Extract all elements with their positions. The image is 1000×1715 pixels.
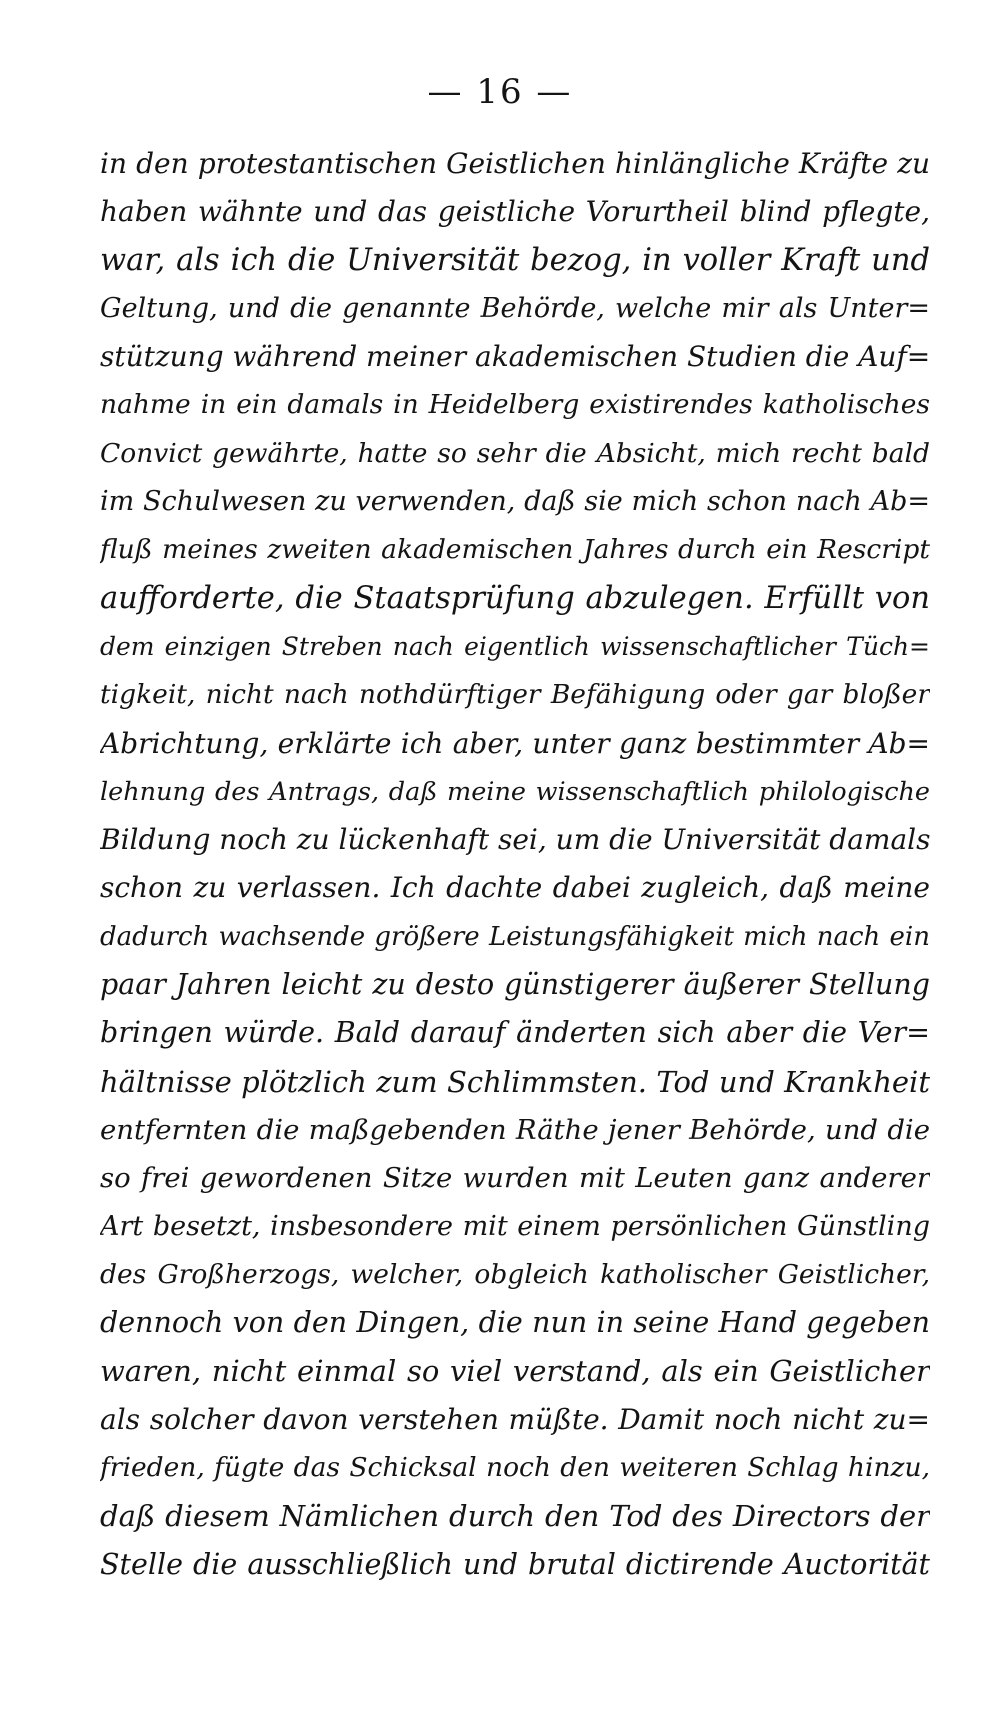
text-line: waren, nicht einmal so viel verstand, als ein Geistlicher: [100, 1354, 930, 1389]
text-line: Stelle die ausschließlich und brutal dictirende Auctorität: [100, 1547, 930, 1581]
text-line: Abrichtung, erklärte ich aber, unter ganz bestimmter Ab=: [100, 726, 930, 760]
text-line: tigkeit, nicht nach nothdürftiger Befähigung oder gar bloßer: [100, 679, 930, 711]
text-line: paar Jahren leicht zu desto günstigerer äußerer Stellung: [100, 968, 930, 1002]
text-line: daß diesem Nämlichen durch den Tod des Directors der: [100, 1499, 930, 1534]
text-line: des Großherzogs, welcher, obgleich katholischer Geistlicher,: [100, 1258, 930, 1290]
text-line: Convict gewährte, hatte so sehr die Absicht, mich recht bald: [100, 437, 930, 469]
body-text: [100, 140, 930, 1589]
text-line: dennoch von den Dingen, die nun in seine Hand gegeben: [100, 1306, 930, 1340]
text-line: so frei gewordenen Sitze wurden mit Leuten ganz anderer: [100, 1162, 930, 1195]
text-line: als solcher davon verstehen müßte. Damit noch nicht zu=: [100, 1402, 930, 1436]
text-line: bringen würde. Bald darauf änderten sich aber die Ver=: [100, 1016, 930, 1050]
text-line: haben wähnte und das geistliche Vorurtheil blind pflegte,: [100, 195, 930, 229]
text-line: entfernten die maßgebenden Räthe jener Behörde, und die: [100, 1113, 930, 1146]
text-line: frieden, fügte das Schicksal noch den weiteren Schlag hinzu,: [100, 1452, 930, 1484]
text-line: aufforderte, die Staatsprüfung abzulegen. Erfüllt von: [100, 580, 930, 616]
text-line: nahme in ein damals in Heidelberg existirendes katholisches: [100, 389, 930, 421]
text-line: schon zu verlassen. Ich dachte dabei zugleich, daß meine: [100, 871, 930, 905]
text-line: stützung während meiner akademischen Studien die Auf=: [100, 340, 930, 374]
text-line: in den protestantischen Geistlichen hinlängliche Kräfte zu: [100, 147, 930, 180]
text-line: Bildung noch zu lückenhaft sei, um die Universität damals: [100, 823, 930, 857]
text-line: lehnung des Antrags, daß meine wissenschaftlich philologische: [100, 776, 930, 807]
page-number: — 16 —: [427, 72, 573, 112]
text-line: dadurch wachsende größere Leistungsfähigkeit mich nach ein: [100, 921, 930, 952]
text-line: Art besetzt, insbesondere mit einem persönlichen Günstling: [100, 1210, 930, 1242]
text-line: im Schulwesen zu verwenden, daß sie mich schon nach Ab=: [100, 486, 930, 518]
text-line: dem einzigen Streben nach eigentlich wissenschaftlicher Tüch=: [100, 631, 930, 661]
text-line: war, als ich die Universität bezog, in voller Kraft und: [100, 242, 930, 278]
text-line: Geltung, und die genannte Behörde, welche mir als Unter=: [100, 292, 930, 324]
text-line: fluß meines zweiten akademischen Jahres durch ein Rescript: [100, 534, 930, 566]
text-line: hältnisse plötzlich zum Schlimmsten. Tod und Krankheit: [100, 1064, 930, 1099]
